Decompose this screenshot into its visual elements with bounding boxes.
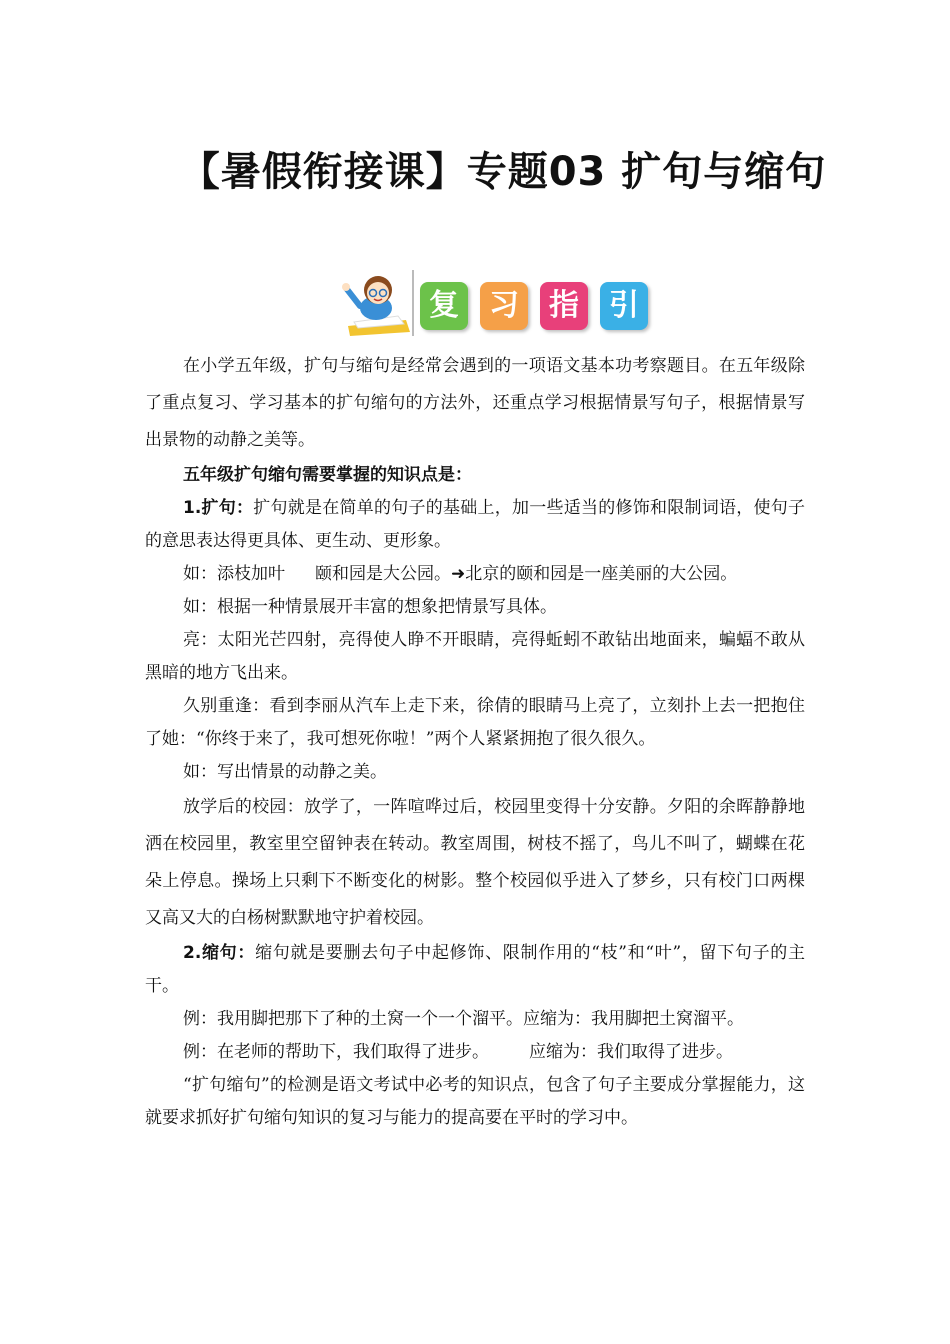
- expand-example-1: [145, 558, 805, 591]
- bright-example: 亮：太阳光芒四射，亮得使人睁不开眼睛，亮得蚯蚓不敢钻出地面来，蝙蝠不敢从黑暗的地方飞出来。: [145, 630, 805, 683]
- review-guide-banner: [340, 268, 660, 338]
- banner-tile-yin: 引: [600, 282, 648, 330]
- banner-tile-zhi: 指: [540, 282, 588, 330]
- shrink-example-2-answer: 应缩为：我们取得了进步。: [529, 1042, 733, 1062]
- expand-paragraph: [145, 492, 805, 558]
- expand-label: 1.扩句：: [183, 498, 254, 518]
- page-title: 【暑假衔接课】专题03 扩句与缩句: [179, 149, 827, 195]
- shrink-definition: 缩句就是要删去句子中起修饰、限制作用的“枝”和“叶”，留下句子的主干。: [145, 943, 805, 996]
- shrink-example-2: [145, 1036, 805, 1069]
- expand-example-2: 如：根据一种情景展开丰富的想象把情景写具体。: [183, 597, 557, 617]
- banner-divider: [412, 270, 414, 336]
- expand-example-1-label: 如：添枝加叶: [183, 564, 285, 584]
- reunion-example: 久别重逢：看到李丽从汽车上走下来，徐倩的眼睛马上亮了，立刻扑上去一把抱住了她：“你终于来了，我可想死你啦！”两个人紧紧拥抱了很久很久。: [145, 696, 805, 749]
- shrink-example-1: 例：我用脚把那下了种的土窝一个一个溜平。应缩为：我用脚把土窝溜平。: [183, 1009, 744, 1029]
- shrink-example-2-sentence: 例：在老师的帮助下，我们取得了进步。: [183, 1042, 489, 1062]
- shrink-paragraph: [145, 937, 805, 1003]
- student-mascot-icon: [340, 268, 412, 338]
- shrink-label: 2.缩句：: [183, 943, 256, 963]
- expand-example-1-text: 颐和园是大公园。➜北京的颐和园是一座美丽的大公园。: [315, 564, 738, 584]
- banner-tile-fu: 复: [420, 282, 468, 330]
- expand-example-3: 如：写出情景的动静之美。: [183, 762, 387, 782]
- document-body: [145, 348, 805, 1135]
- knowledge-heading: 五年级扩句缩句需要掌握的知识点是：: [183, 465, 472, 485]
- campus-example: 放学后的校园：放学了，一阵喧哗过后，校园里变得十分安静。夕阳的余晖静静地洒在校园里，教室里空留钟表在转动。教室周围，树枝不摇了，鸟儿不叫了，蝴蝶在花朵上停息。操场上只剩下不断变化的树影。整个校园似乎进入了梦乡，只有校门口两棵又高又大的白杨树默默地守护着校园。: [145, 797, 805, 928]
- banner-tile-xi: 习: [480, 282, 528, 330]
- closing-paragraph: “扩句缩句”的检测是语文考试中必考的知识点，包含了句子主要成分掌握能力，这就要求抓好扩句缩句知识的复习与能力的提高要在平时的学习中。: [145, 1075, 805, 1128]
- intro-paragraph: 在小学五年级，扩句与缩句是经常会遇到的一项语文基本功考察题目。在五年级除了重点复习、学习基本的扩句缩句的方法外，还重点学习根据情景写句子，根据情景写出景物的动静之美等。: [145, 356, 805, 450]
- expand-definition: 扩句就是在简单的句子的基础上，加一些适当的修饰和限制词语，使句子的意思表达得更具体、更生动、更形象。: [145, 498, 805, 551]
